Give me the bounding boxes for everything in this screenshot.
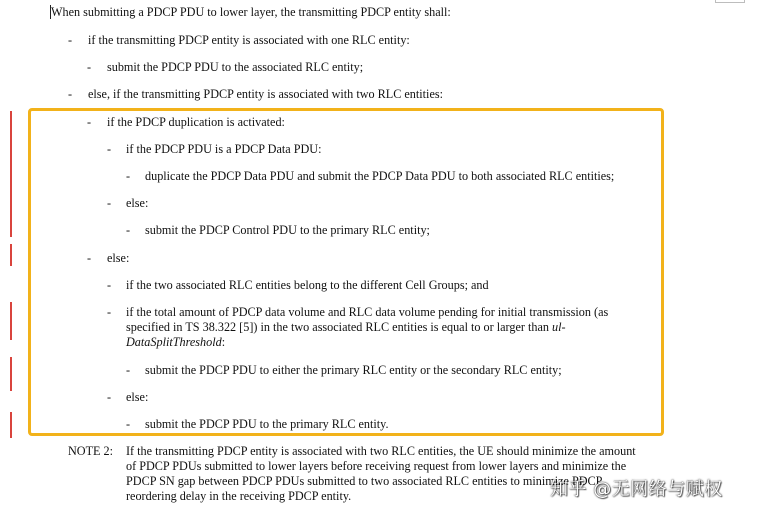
note-line: reordering delay in the receiving PDCP entity.: [126, 489, 352, 503]
item-dash: -: [87, 60, 92, 74]
revision-bar: [10, 302, 12, 340]
item-text: if the total amount of PDCP data volume and RLC data volume pending for initial transmission (as: [126, 305, 609, 319]
item-text: submit the PDCP PDU to the primary RLC entity.: [145, 417, 389, 431]
item-dash: -: [107, 390, 112, 404]
item-text-italic: DataSplitThreshold: [126, 335, 222, 349]
revision-bar: [10, 412, 12, 438]
note-line: If the transmitting PDCP entity is associated with two RLC entities, the UE should minimize the amount: [126, 444, 636, 458]
item-text: else:: [126, 196, 149, 210]
item-text-suffix: :: [221, 335, 226, 349]
item-text: if the PDCP duplication is activated:: [107, 115, 285, 129]
watermark: 知乎 @无网络与赋权: [550, 479, 723, 500]
item-dash: -: [87, 115, 92, 129]
item-dash: -: [107, 305, 112, 319]
item-dash: -: [68, 87, 73, 101]
item-text: else, if the transmitting PDCP entity is associated with two RLC entities:: [88, 87, 443, 101]
revision-bar: [10, 244, 12, 266]
item-text: else:: [107, 251, 130, 265]
item-text: else:: [126, 390, 149, 404]
item-dash: -: [107, 196, 112, 210]
highlight-box: [28, 108, 664, 436]
note-label: NOTE 2:: [68, 444, 114, 458]
revision-bar: [10, 111, 12, 237]
item-dash: -: [68, 33, 73, 47]
item-text-part: specified in TS 38.322 [5]) in the two associated RLC entities is equal to or larger than: [126, 320, 553, 334]
item-dash: -: [107, 278, 112, 292]
item-text: if the two associated RLC entities belong to the different Cell Groups; and: [126, 278, 489, 292]
note-line: PDCP SN gap between PDCP PDUs submitted to two associated RLC entities to minimize PDCP: [126, 474, 603, 488]
item-text: if the PDCP PDU is a PDCP Data PDU:: [126, 142, 322, 156]
item-text: submit the PDCP PDU to either the primary RLC entity or the secondary RLC entity;: [145, 363, 562, 377]
item-dash: -: [126, 363, 131, 377]
item-text-italic: ul-: [552, 320, 566, 334]
item-text: if the transmitting PDCP entity is associated with one RLC entity:: [88, 33, 410, 47]
item-dash: -: [126, 223, 131, 237]
intro-text: When submitting a PDCP PDU to lower layer, the transmitting PDCP entity shall:: [51, 5, 451, 19]
note-line: of PDCP PDUs submitted to lower layers before receiving request from lower layers and minimize the: [126, 459, 627, 473]
revision-bar: [10, 357, 12, 391]
item-dash: -: [126, 169, 131, 183]
window-edge-fragment: [715, 0, 745, 3]
item-text: duplicate the PDCP Data PDU and submit the PDCP Data PDU to both associated RLC entities;: [145, 169, 615, 183]
item-dash: -: [126, 417, 131, 431]
item-text: submit the PDCP Control PDU to the primary RLC entity;: [145, 223, 430, 237]
item-text: submit the PDCP PDU to the associated RLC entity;: [107, 60, 364, 74]
item-dash: -: [87, 251, 92, 265]
item-dash: -: [107, 142, 112, 156]
